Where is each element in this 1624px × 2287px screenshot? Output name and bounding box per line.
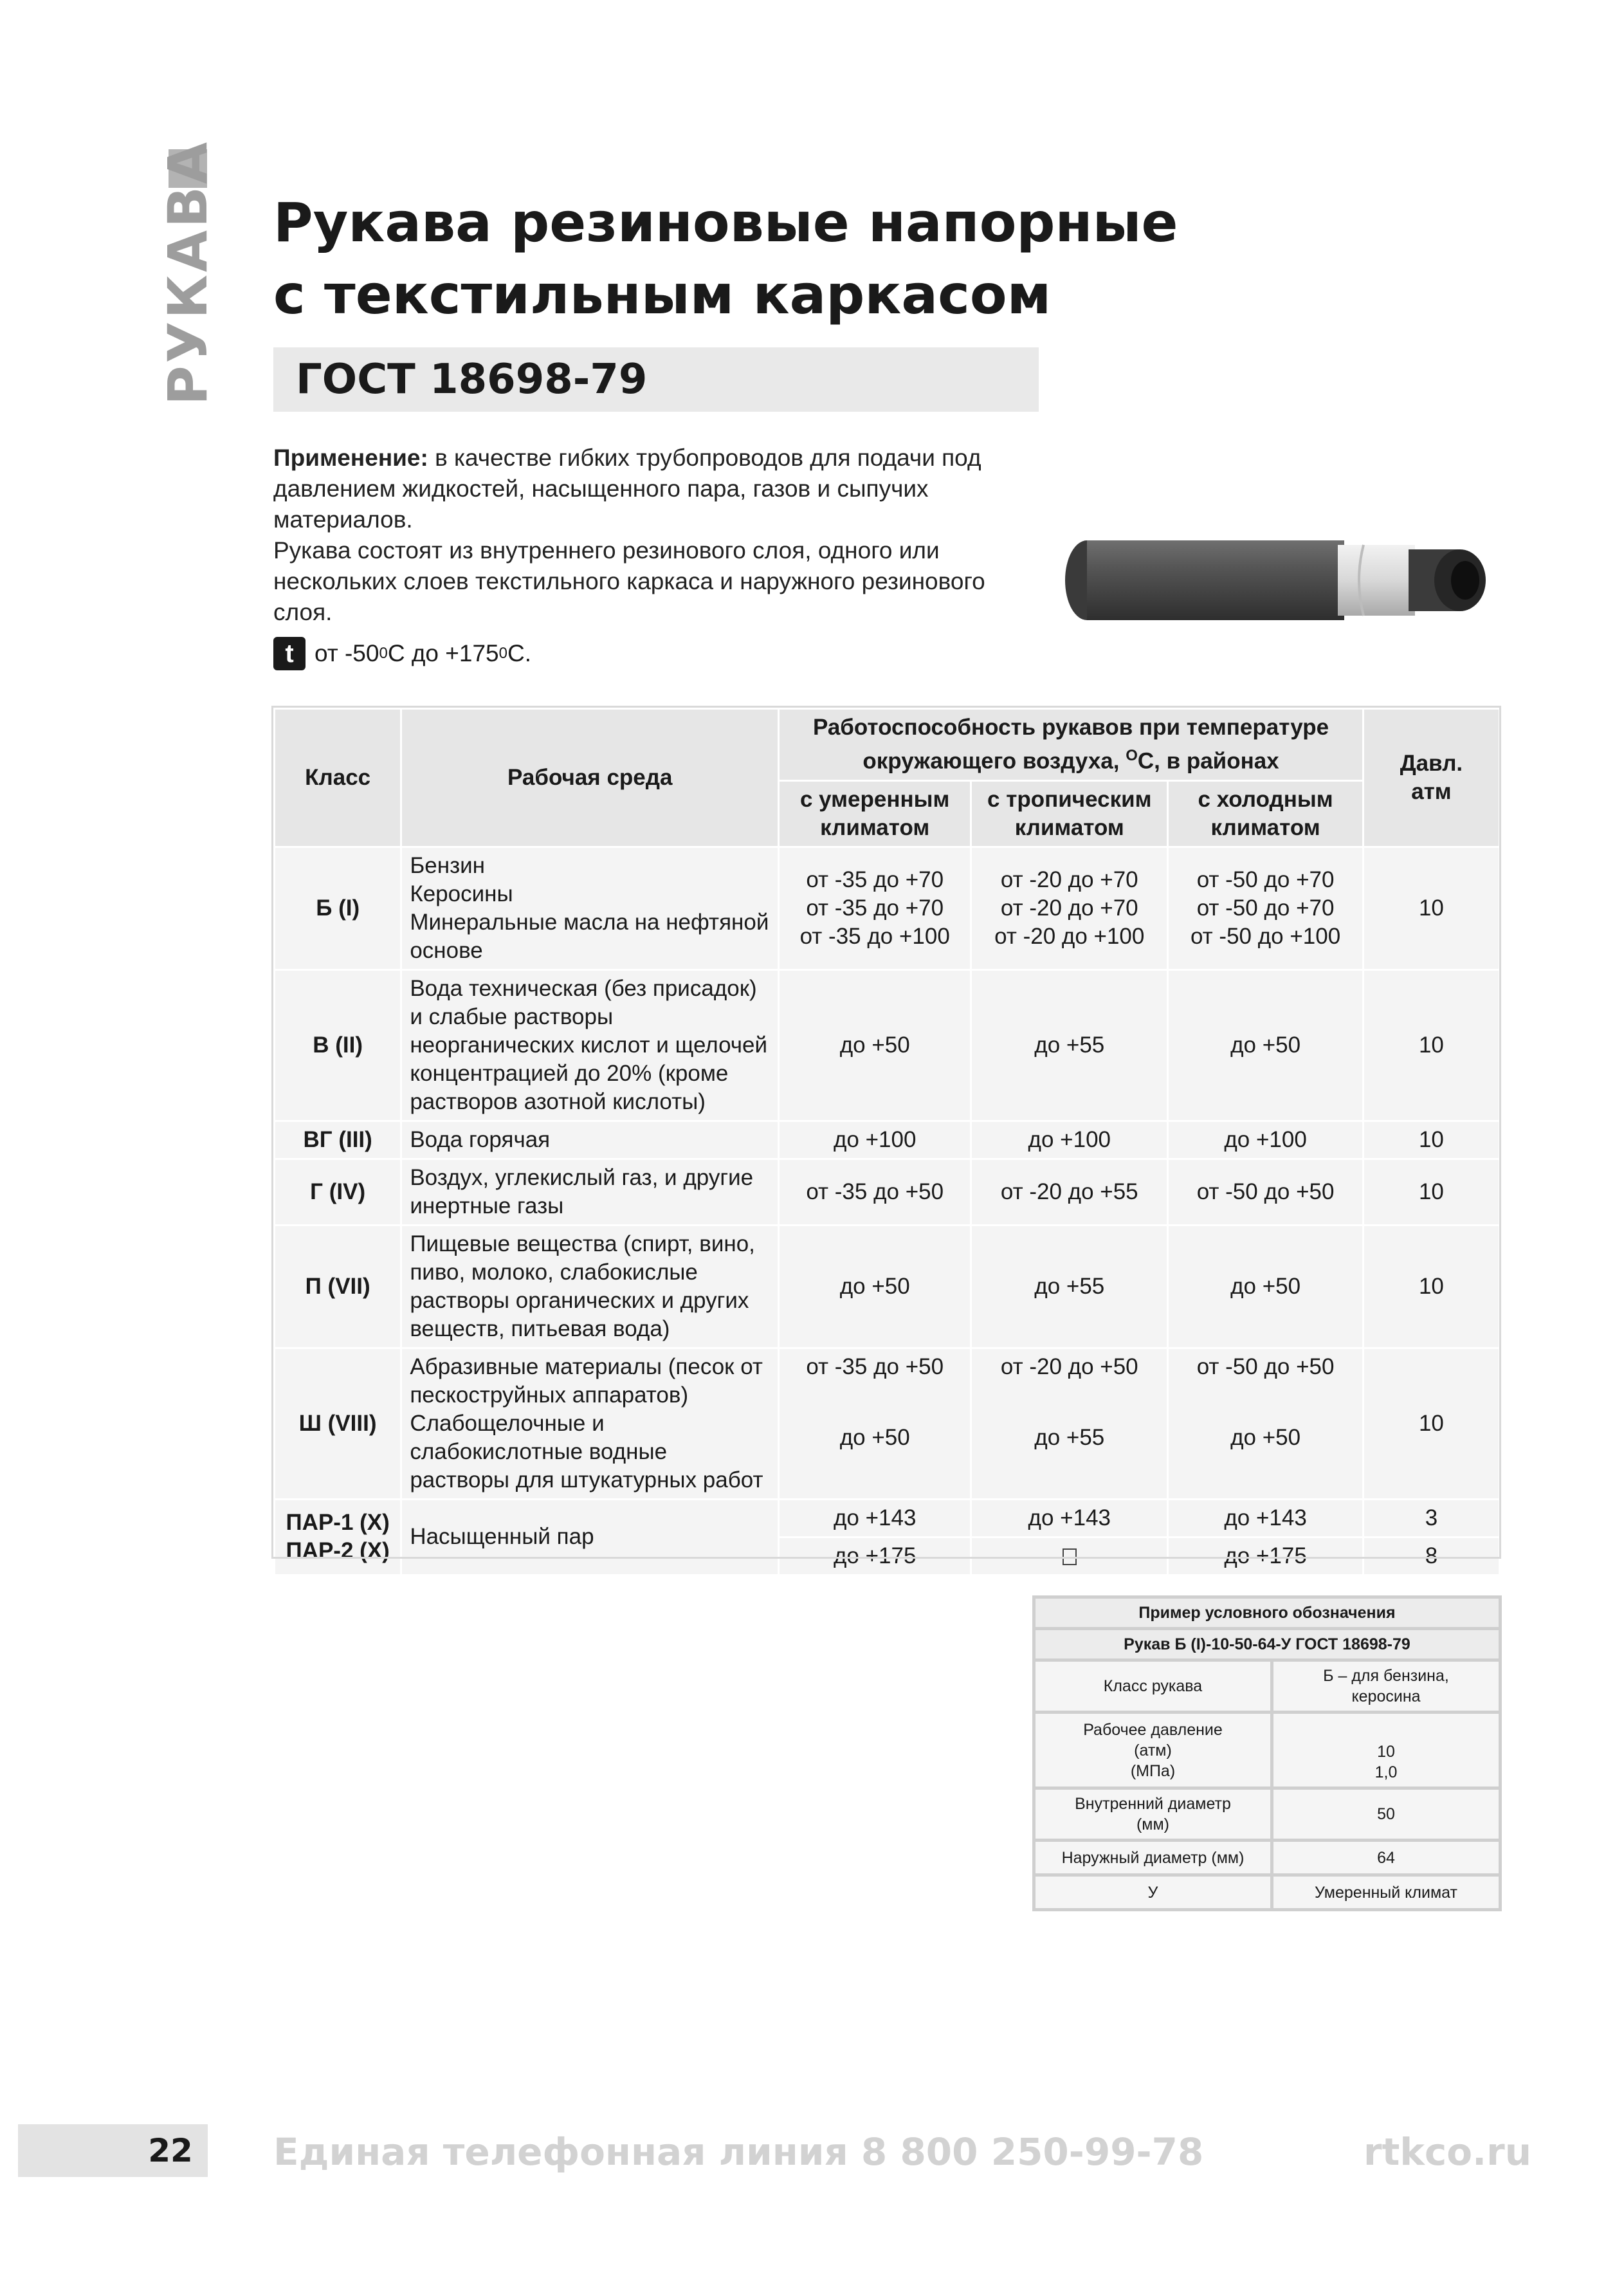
table-row	[1034, 1788, 1501, 1841]
label-line: Наружный диаметр (мм)	[1061, 1848, 1245, 1867]
moderate-cell: до +50	[779, 969, 971, 1121]
header-performance-post: С, в районах	[1137, 748, 1279, 774]
class-cell: В (II)	[275, 969, 401, 1121]
header-moderate: с умеренным климатом	[779, 780, 971, 847]
example-label	[1034, 1841, 1272, 1875]
temp-mid: С до +175	[387, 640, 499, 666]
class-cell: ВГ (III)	[275, 1121, 401, 1159]
value-gap	[980, 1381, 1159, 1424]
medium-cell: Вода техническая (без присадок) и слабые растворы неорганических кислот и щелочей концентрацией до 20% (кроме растворов азотной кислоты)	[401, 969, 779, 1121]
example-label	[1034, 1713, 1272, 1788]
value-line: 64	[1377, 1848, 1395, 1867]
value-line: 10	[1377, 1743, 1395, 1761]
temp-end: С.	[507, 640, 531, 666]
temp-degree-2: 0	[498, 645, 507, 662]
label-line: (мм)	[1136, 1815, 1170, 1833]
header-performance-line-1: Работоспособность рукавов при температуре	[812, 715, 1329, 740]
pressure-cell: 10	[1363, 1225, 1499, 1348]
value-line: до +50	[839, 1424, 910, 1450]
hose-image	[1061, 528, 1499, 630]
class-cell: Ш (VIII)	[275, 1348, 401, 1499]
value-line: 50	[1377, 1805, 1395, 1823]
pressure-cell: 10	[1363, 1121, 1499, 1159]
page-title	[273, 187, 1431, 331]
pressure-cell: 10	[1363, 847, 1499, 969]
value-gap	[1176, 1381, 1355, 1424]
example-label	[1034, 1660, 1272, 1713]
table-row	[275, 1348, 1500, 1499]
pressure-cell: 10	[1363, 1159, 1499, 1225]
intro-text	[273, 443, 987, 628]
tropical-cell: до +55	[971, 969, 1168, 1121]
section-label: РУКАВА	[156, 139, 219, 405]
class-line: ПАР-1 (Х)	[286, 1510, 390, 1536]
header-tropical: с тропическим климатом	[971, 780, 1168, 847]
example-label	[1034, 1875, 1272, 1910]
label-line: Класс рукава	[1103, 1677, 1203, 1695]
cold-cell: от -50 до +50	[1168, 1159, 1364, 1225]
empty-box-icon	[1063, 1548, 1077, 1565]
hose-bore	[1451, 561, 1479, 600]
table-row	[1034, 1660, 1501, 1713]
temperature-icon: t	[273, 637, 306, 670]
example-title: Пример условного обозначения	[1034, 1597, 1501, 1629]
class-line: ПАР-2 (Х)	[286, 1538, 390, 1564]
header-pressure-line-1: Давл.	[1400, 750, 1463, 776]
value-line: от -20 до +100	[994, 923, 1145, 949]
value-line: от -35 до +100	[799, 923, 950, 949]
header-pressure-line-2: атм	[1411, 778, 1452, 804]
tropical-cell: до +55	[971, 1225, 1168, 1348]
value-line: от -20 до +70	[1000, 867, 1138, 892]
moderate-cell: до +175	[779, 1537, 971, 1575]
tropical-cell: до +143	[971, 1499, 1168, 1537]
cold-cell: до +50	[1168, 1225, 1364, 1348]
header-performance-line-2	[787, 742, 1355, 776]
medium-line: Керосины	[410, 881, 513, 906]
label-line: Рабочее давление	[1083, 1720, 1223, 1739]
footer-site: rtkco.ru	[1364, 2130, 1532, 2174]
medium-cell: Насыщенный пар	[401, 1499, 779, 1575]
medium-cell: Воздух, углекислый газ, и другие инертные газы	[401, 1159, 779, 1225]
designation-example-table	[1032, 1595, 1502, 1911]
title-line-2: с текстильным каркасом	[273, 263, 1052, 326]
hose-textile-layer	[1338, 545, 1415, 616]
tropical-cell	[971, 847, 1168, 969]
table-row	[275, 1121, 1500, 1159]
footer-phone: Единая телефонная линия 8 800 250-99-78	[273, 2130, 1204, 2174]
label-line: Внутренний диаметр	[1075, 1795, 1231, 1813]
moderate-cell: от -35 до +50	[779, 1159, 971, 1225]
moderate-cell	[779, 1348, 971, 1499]
class-cell	[275, 1499, 401, 1575]
pressure-cell: 8	[1363, 1537, 1499, 1575]
header-performance	[779, 709, 1364, 781]
example-value	[1272, 1875, 1501, 1910]
medium-cell: Вода горячая	[401, 1121, 779, 1159]
tropical-cell	[971, 1537, 1168, 1575]
header-class: Класс	[275, 709, 401, 847]
value-line: от -20 до +70	[1000, 895, 1138, 921]
construction-paragraph: Рукава состоят из внутреннего резинового слоя, одного или нескольких слоев текстильного каркаса и наружного резинового слоя.	[273, 537, 985, 625]
header-medium: Рабочая среда	[401, 709, 779, 847]
temp-from: от -50	[315, 640, 379, 666]
cold-cell: до +100	[1168, 1121, 1364, 1159]
label-line: (атм)	[1134, 1741, 1172, 1759]
cold-cell	[1168, 1348, 1364, 1499]
value-line: до +50	[1230, 1424, 1301, 1450]
medium-line: Минеральные масла на нефтяной основе	[410, 909, 769, 963]
class-cell: Г (IV)	[275, 1159, 401, 1225]
tropical-cell: от -20 до +55	[971, 1159, 1168, 1225]
application-text: в качестве гибких трубопроводов для подачи под давлением жидкостей, насыщенного пара, газов и сыпучих материалов.	[273, 445, 981, 533]
value-line: от -35 до +70	[806, 867, 944, 892]
value-line: Б – для бензина,	[1323, 1667, 1449, 1685]
medium-line: Слабощелочные и слабокислотные водные растворы для штукатурных работ	[410, 1410, 763, 1493]
cold-cell: до +50	[1168, 969, 1364, 1121]
example-value	[1272, 1713, 1501, 1788]
header-performance-pre: окружающего воздуха,	[862, 748, 1126, 774]
value-line: до +55	[1034, 1424, 1105, 1450]
table-row	[275, 1499, 1500, 1537]
class-cell: П (VII)	[275, 1225, 401, 1348]
hose-classes-table	[273, 708, 1501, 1576]
class-cell: Б (I)	[275, 847, 401, 969]
example-value	[1272, 1660, 1501, 1713]
standard-number: ГОСТ 18698-79	[296, 356, 648, 403]
example-title-row	[1034, 1597, 1501, 1629]
medium-line: Бензин	[410, 852, 486, 878]
tropical-cell	[971, 1348, 1168, 1499]
value-line: от -35 до +70	[806, 895, 944, 921]
temperature-range	[273, 637, 531, 670]
hose-outer-layer	[1087, 540, 1344, 620]
cold-cell: до +143	[1168, 1499, 1364, 1537]
table-header-row	[275, 709, 1500, 781]
header-cold: с холодным климатом	[1168, 780, 1364, 847]
example-value	[1272, 1788, 1501, 1841]
moderate-cell	[779, 847, 971, 969]
example-designation-row	[1034, 1629, 1501, 1660]
value-line: керосина	[1351, 1687, 1421, 1705]
example-designation: Рукав Б (I)-10-50-64-У ГОСТ 18698-79	[1034, 1629, 1501, 1660]
moderate-cell: до +100	[779, 1121, 971, 1159]
medium-cell: Пищевые вещества (спирт, вино, пиво, молоко, слабокислые растворы органических и других веществ, питьевая вода)	[401, 1225, 779, 1348]
application-paragraph	[273, 443, 987, 535]
medium-cell	[401, 847, 779, 969]
pressure-cell: 10	[1363, 1348, 1499, 1499]
value-line: от -50 до +100	[1190, 923, 1341, 949]
table-row	[1034, 1875, 1501, 1910]
table-row	[275, 969, 1500, 1121]
value-line: Умеренный климат	[1315, 1883, 1457, 1902]
value-line: от -35 до +50	[806, 1354, 944, 1379]
label-line: (МПа)	[1130, 1761, 1176, 1780]
medium-line: Абразивные материалы (песок от пескоструйных аппаратов)	[410, 1354, 763, 1408]
header-pressure	[1363, 709, 1499, 847]
example-value	[1272, 1841, 1501, 1875]
tropical-cell: до +100	[971, 1121, 1168, 1159]
temp-degree-1: 0	[379, 645, 388, 662]
value-line: от -20 до +50	[1000, 1354, 1138, 1379]
title-line-1: Рукава резиновые напорные	[273, 191, 1178, 254]
cold-cell: до +175	[1168, 1537, 1364, 1575]
page-number: 22	[148, 2132, 193, 2169]
table-row	[1034, 1713, 1501, 1788]
value-line: от -50 до +70	[1196, 895, 1335, 921]
pressure-cell: 10	[1363, 969, 1499, 1121]
table-row	[275, 847, 1500, 969]
value-line: от -50 до +70	[1196, 867, 1335, 892]
medium-cell	[401, 1348, 779, 1499]
header-degree: О	[1126, 747, 1138, 764]
cold-cell	[1168, 847, 1364, 969]
table-row	[1034, 1841, 1501, 1875]
value-gap	[787, 1381, 962, 1424]
moderate-cell: до +50	[779, 1225, 971, 1348]
table-row	[275, 1225, 1500, 1348]
label-line: У	[1147, 1883, 1158, 1902]
moderate-cell: до +143	[779, 1499, 971, 1537]
table-row	[275, 1159, 1500, 1225]
application-label: Применение:	[273, 445, 428, 471]
example-label	[1034, 1788, 1272, 1841]
value-line: 1,0	[1374, 1763, 1398, 1781]
value-line: от -50 до +50	[1196, 1354, 1335, 1379]
pressure-cell: 3	[1363, 1499, 1499, 1537]
